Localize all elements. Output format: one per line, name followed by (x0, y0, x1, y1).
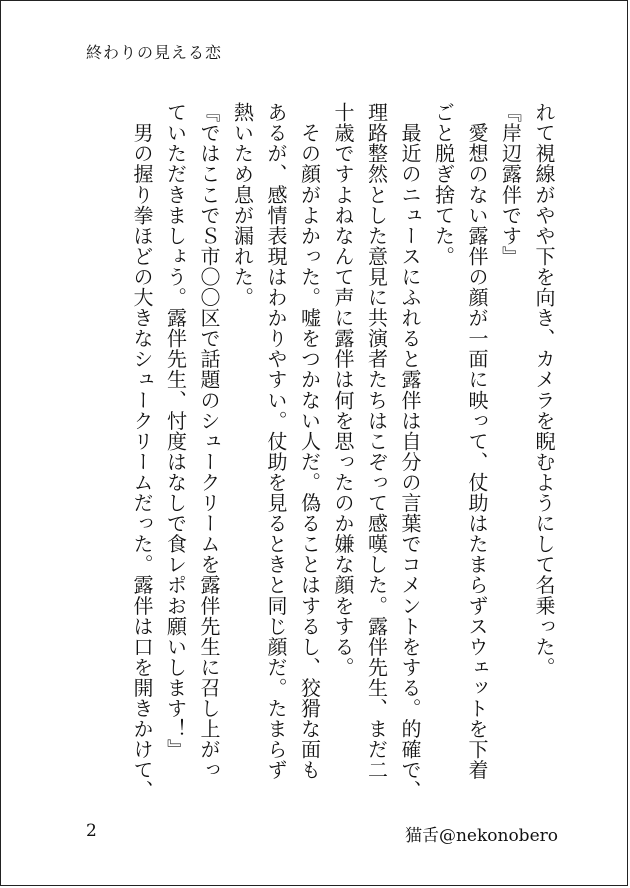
body-text (70, 102, 560, 802)
body-line: 理路整然とした意見に共演者たちはこぞって感嘆した。露伴先生、まだ二 (364, 102, 389, 781)
body-line: 男の握り拳ほどの大きなシュークリームだった。露伴は口を開きかけて、 (130, 102, 154, 801)
body-line: ていただきましょう。露伴先生、忖度はなしで食レポお願いします！』 (163, 102, 188, 760)
body-line: 『ではここでＳ市〇〇区で話題のシュークリームを露伴先生に召し上がっ (197, 102, 221, 781)
body-line: れて視線がやや下を向き、カメラを睨むようにして名乗った。 (532, 102, 556, 678)
body-line: 十歳ですよねなんて声に露伴は何を思ったのか嫌な顔をする。 (331, 102, 355, 678)
running-title: 終わりの見える恋 (86, 43, 223, 62)
body-line: 熱いため息が漏れた。 (230, 102, 255, 308)
body-line: あるが、感情表現はわかりやすい。仗助を見るときと同じ顔だ。たまらず (264, 102, 288, 781)
body-line: 愛想のない露伴の顔が一面に映って、仗助はたまらずスウェットを下着 (465, 102, 489, 781)
body-line: 『岸辺露伴です』 (498, 102, 523, 267)
body-line: ごと脱ぎ捨てた。 (431, 102, 456, 267)
author-credit: 猫舌@nekonobero (404, 826, 558, 846)
page-number: 2 (86, 821, 97, 841)
body-line: 最近のニュースにふれると露伴は自分の言葉でコメントをする。的確で、 (398, 102, 422, 801)
body-line: その顔がよかった。嘘をつかない人だ。偽ることはするし、狡猾な面も (297, 102, 322, 781)
